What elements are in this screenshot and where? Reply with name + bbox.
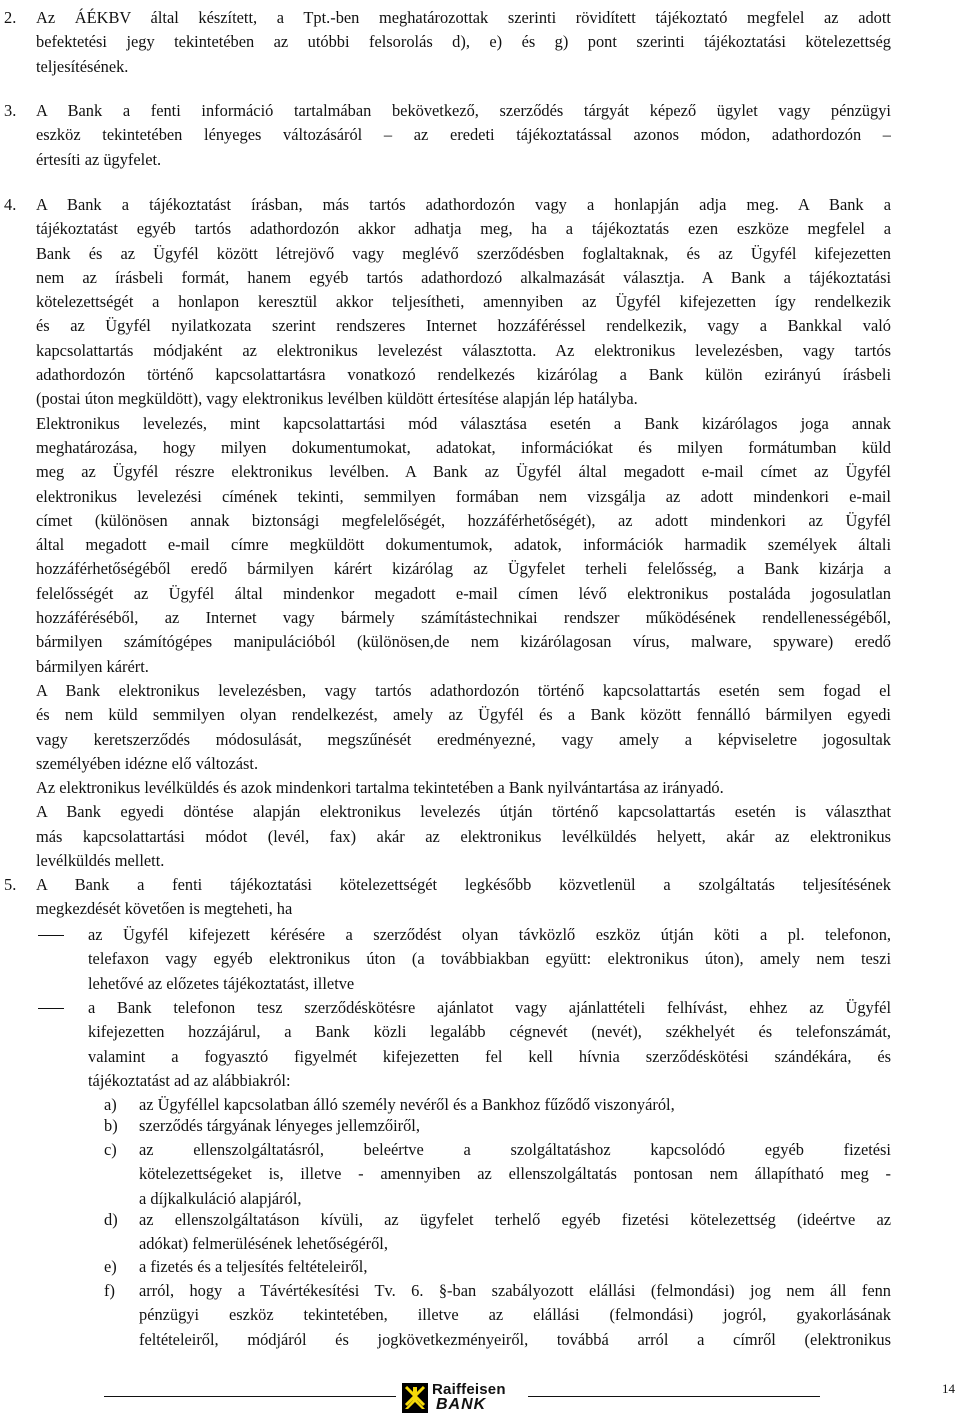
text-line: befektetési jegy tekintetében az utóbbi felsorolás d), e) és g) pont szerinti tájékoztatási kötelezettség bbox=[36, 32, 891, 52]
sub-label: e) bbox=[104, 1257, 117, 1276]
item-number: 5. bbox=[4, 875, 17, 894]
sub-label: b) bbox=[104, 1116, 118, 1135]
text-line: Bank és az Ügyfél között létrejövő vagy meglévő szerződésben foglaltaknak, és az Ügyfél kifejezetten bbox=[36, 243, 891, 263]
text-line: kapcsolattartás módjaként az elektronikus levelezést választotta. Az elektronikus levelezésben, vagy tartós bbox=[36, 340, 891, 360]
text-line: az Ügyfél kifejezett kérésére a szerződést olyan távközlő eszköz útján köti a pl. telefonon, bbox=[88, 925, 891, 944]
item-4-text bbox=[36, 193, 891, 873]
footer-rule-left bbox=[104, 1396, 396, 1397]
sub-item-c bbox=[139, 1138, 891, 1211]
text-line: a Bank telefonon tesz szerződéskötésre ajánlatot vagy ajánlattételi felhívást, ehhez az Ügyfél bbox=[88, 998, 891, 1017]
sub-label: c) bbox=[104, 1140, 117, 1159]
sub-item-e bbox=[139, 1255, 891, 1279]
text-line: adathordozón történő kapcsolattartásra vonatkozó rendelkezés kizárólag a Bank külön ezirányú írásbeli bbox=[36, 365, 891, 385]
text-line: bármilyen kárért. bbox=[36, 656, 149, 676]
text-line: teljesítésének. bbox=[36, 56, 129, 76]
text-line: pénzügyi eszköz tekintetében, illetve az elállási (felmondási) jogról, gyakorlásának bbox=[139, 1305, 891, 1325]
dash-item-2 bbox=[88, 996, 891, 1093]
text-line: arról, hogy a Távértékesítési Tv. 6. §-ban szabályozott elállási (felmondási) jog nem áll fenn bbox=[139, 1281, 891, 1300]
text-line: Az ÁÉKBV által készített, a Tpt.-ben meghatározottak szerinti rövidített tájékoztató megfelel az adott bbox=[36, 8, 891, 27]
text-line: a díjkalkuláció alapjáról, bbox=[139, 1188, 302, 1208]
text-line: telefaxon vagy egyéb elektronikus úton (a továbbiakban együtt: elektronikus úton), amely nem teszi bbox=[88, 949, 891, 969]
text-line: Elektronikus levelezés, mint kapcsolattartási mód választása esetén a Bank kizárólagos joga annak bbox=[36, 413, 891, 433]
sub-item-d bbox=[139, 1208, 891, 1257]
item-number: 3. bbox=[4, 101, 17, 120]
text-line: levélküldés mellett. bbox=[36, 851, 165, 871]
text-line: bármilyen számítógépes manipulációból (különösen,de nem kizárólagosan vírus, malware, spyware) eredő bbox=[36, 632, 891, 652]
dash-bullet-icon bbox=[38, 1008, 64, 1009]
sub-item-b bbox=[139, 1114, 891, 1138]
text-line: értesíti az ügyfelet. bbox=[36, 149, 162, 169]
logo-wordmark-top: Raiffeisen bbox=[432, 1381, 506, 1398]
text-line: vagy keretszerződés módosulását, megszűnését eredményezné, vagy amely a képviseletre jogosultak bbox=[36, 729, 891, 749]
sub-label: a) bbox=[104, 1095, 117, 1114]
text-line: hozzáféréséből, az Internet vagy bármely számítástechnikai rendszer működésének rendellenességéből, bbox=[36, 608, 891, 628]
text-line: hozzáférhetőségéből eredő bármilyen kárért kizárólag az Ügyfelet terheli felelősség, a Bank kizárja a bbox=[36, 559, 891, 579]
text-line: meg az Ügyfél részre elektronikus levélben. A Bank az Ügyfél által megadott e-mail címet az Ügyfél bbox=[36, 462, 891, 482]
text-line: meghatározása, hogy milyen dokumentumokat, adatokat, információkat és milyen formátumban küld bbox=[36, 437, 891, 457]
text-line: valamint a fogyasztó figyelmét kifejezetten fel kell hívnia szerződéskötési szándékára, és bbox=[88, 1046, 891, 1066]
text-line: nem az írásbeli formát, hanem egyéb tartós adathordozó alkalmazását választja. A Bank a tájékoztatási bbox=[36, 267, 891, 287]
text-line: A Bank egyedi döntése alapján elektronikus levelezés útján történő kapcsolattartás esetén is választhat bbox=[36, 802, 891, 822]
item-number: 2. bbox=[4, 8, 17, 27]
text-line: az Ügyféllel kapcsolatban álló személy nevéről és a Bankhoz fűződő viszonyáról, bbox=[139, 1095, 675, 1114]
text-line: kötelezettségét a honlapon keresztül akkor teljesítheti, amennyiben az Ügyfél kifejezetten így rendelkezik bbox=[36, 292, 891, 312]
text-line: és az Ügyfél nyilatkozata szerint rendszeres Internet hozzáféréssel rendelkezik, vagy a Bankkal való bbox=[36, 316, 891, 336]
raiffeisen-gable-icon bbox=[402, 1383, 428, 1413]
item-number: 4. bbox=[4, 195, 17, 214]
footer-rule-right bbox=[528, 1396, 820, 1397]
text-line: az ellenszolgáltatásról, beleértve a szolgáltatáshoz kapcsolódó egyéb fizetési bbox=[139, 1140, 891, 1159]
text-line: A Bank a tájékoztatást írásban, más tartós adathordozón vagy a honlapján adja meg. A Bank a bbox=[36, 195, 891, 214]
item-5-intro bbox=[36, 873, 891, 922]
item-3-text bbox=[36, 99, 891, 172]
text-line: szerződés tárgyának lényeges jellemzőiről, bbox=[139, 1116, 420, 1135]
dash-item-1 bbox=[88, 923, 891, 996]
text-line: az ellenszolgáltatáson kívüli, az ügyfelet terhelő egyéb fizetési kötelezettség (ideértve az bbox=[139, 1210, 891, 1229]
dash-bullet-icon bbox=[38, 935, 64, 936]
text-line: Az elektronikus levélküldés és azok mindenkori tartalma tekintetében a Bank nyilvántartása az irányadó. bbox=[36, 778, 724, 798]
raiffeisen-bank-logo bbox=[402, 1381, 527, 1415]
text-line: feltételeiről, módjáról és jogkövetkezményeiről, továbbá arról a címről (elektronikus bbox=[139, 1329, 891, 1349]
text-line: kifejezetten hozzájárul, a Bank közli legalább cégnevét (nevét), székhelyét és telefonszámát, bbox=[88, 1022, 891, 1042]
text-line: által megadott e-mail címre megküldött dokumentumok, adatok, információk harmadik személyek általi bbox=[36, 535, 891, 555]
text-line: tájékoztatást egyéb tartós adathordozón akkor adhatja meg, ha a tájékoztatás ezen eszköze megfelel a bbox=[36, 219, 891, 239]
text-line: tájékoztatást ad az alábbiakról: bbox=[88, 1070, 291, 1090]
text-line: lehetővé az előzetes tájékoztatást, illetve bbox=[88, 973, 355, 993]
text-line: a fizetés és a teljesítés feltételeiről, bbox=[139, 1257, 368, 1276]
text-line: felelősségét az Ügyfél által mindenkor megadott e-mail címen lévő elektronikus postaláda jogosulatlan bbox=[36, 583, 891, 603]
text-line: A Bank elektronikus levelezésben, vagy tartós adathordozón történő kapcsolattartás esetén sem fogad el bbox=[36, 680, 891, 700]
text-line: A Bank a fenti információ tartalmában bekövetkező, szerződés tárgyát képező ügylet vagy pénzügyi bbox=[36, 101, 891, 120]
item-2-text bbox=[36, 6, 891, 79]
sub-label: f) bbox=[104, 1281, 115, 1300]
text-line: adókat) felmerülésének lehetőségéről, bbox=[139, 1234, 388, 1254]
text-line: kötelezettségeket is, illetve - amennyiben az ellenszolgáltatás pontosan nem állapítható meg - bbox=[139, 1164, 891, 1184]
text-line: más kapcsolattartási módot (levél, fax) akár az elektronikus levélküldés helyett, akár az elektronikus bbox=[36, 826, 891, 846]
sub-item-f bbox=[139, 1279, 891, 1352]
text-line: (postai úton megküldött), vagy elektronikus levélben küldött értesítése alapján lép hatályba. bbox=[36, 389, 638, 409]
text-line: címet (különösen annak biztonsági megfelelőségét, hozzáférhetőségét), az adott mindenkori az Ügyfél bbox=[36, 510, 891, 530]
page-number: 14 bbox=[942, 1381, 955, 1396]
text-line: elektronikus levelezési címének tekinti, semmilyen formában nem vizsgálja az adott mindenkori e-mail bbox=[36, 486, 891, 506]
text-line: megkezdését követően is megteheti, ha bbox=[36, 899, 293, 919]
sub-label: d) bbox=[104, 1210, 118, 1229]
text-line: A Bank a fenti tájékoztatási kötelezettségét legkésőbb közvetlenül a szolgáltatás teljesítésének bbox=[36, 875, 891, 894]
text-line: eszköz tekintetében lényeges változásáról – az eredeti tájékoztatással azonos módon, adathordozón – bbox=[36, 125, 891, 145]
text-line: és nem küld semmilyen olyan rendelkezést, amely az Ügyfél és a Bank között fennálló bármilyen egyedi bbox=[36, 705, 891, 725]
text-line: személyében idézne elő változást. bbox=[36, 753, 259, 773]
logo-wordmark-bottom: BANK bbox=[436, 1396, 487, 1413]
